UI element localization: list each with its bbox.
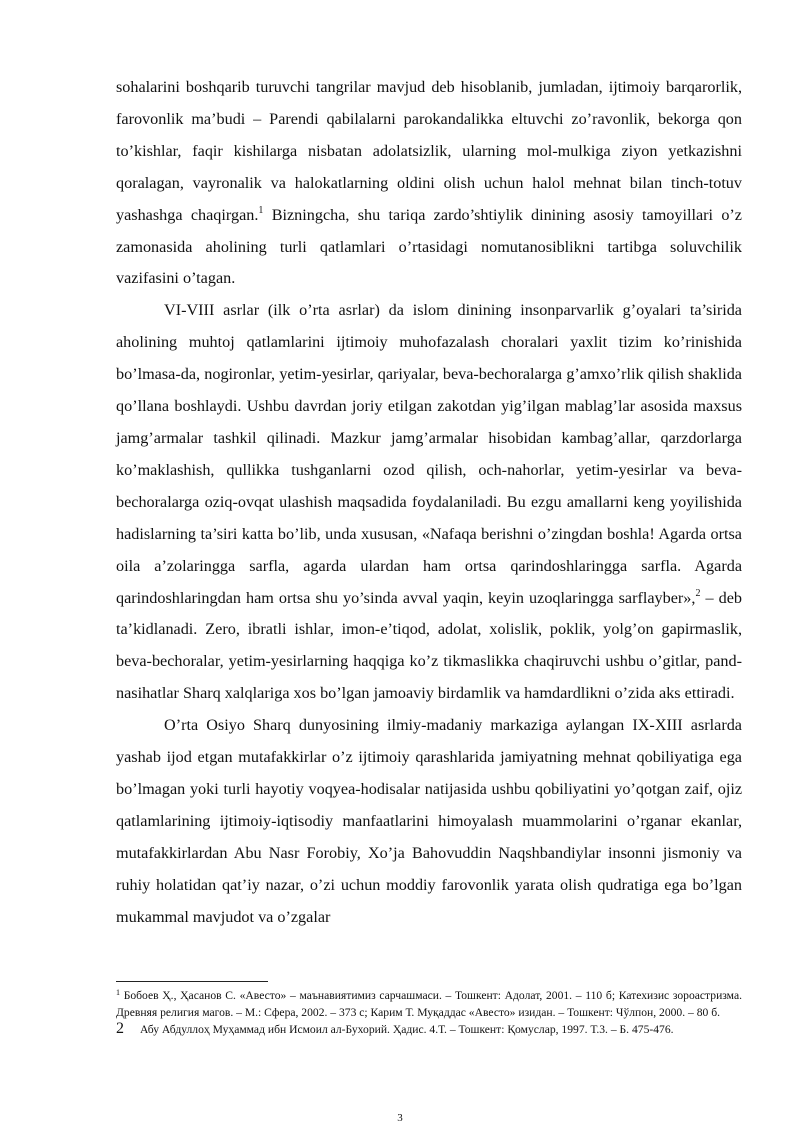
footnote-ref-1[interactable]: 1 [258, 204, 264, 216]
paragraph-1-text: sohalarini boshqarib turuvchi tangrilar mavjud deb hisoblanib, jumladan, ijtimoiy barqarorlik, farovonlik ma’budi – Parendi qabilalarni parokandalikka eltuvchi zo’ravonlik, bekorga qon to’kishlar, faqir kishilarga nisbatan adolatsizlik, ularning mol-mulkiga ziyon yetkazishni qoralagan, vayronalik va halokatlarning oldini olish uchun halol mehnat bilan tinch-totuv yashashga chaqirgan. [116, 78, 742, 224]
page-number: 3 [397, 1112, 403, 1124]
footnote-2-number: 2 [116, 1020, 124, 1038]
footnote-1 [116, 988, 742, 1021]
footnote-1-text: Бобоев Ҳ., Ҳасанов С. «Авесто» – маънавиятимиз сарчашмаси. – Тошкент: Адолат, 2001. – 110 б; Катехизис зороастризма. Древняя религия магов. – М.: Сфера, 2002. – 373 с; Карим Т. Муқаддас «Авесто» изидан. – Тошкент: Чўлпон, 2000. – 80 б. [116, 989, 742, 1019]
paragraph-2-tail: – deb ta’kidlanadi. Zero, ibratli ishlar, imon-e’tiqod, adolat, xolislik, poklik, yolg’on gapirmaslik, beva-bechoralar, yetim-yesirlarning haqqiga ko’z tikmaslikka chaqiruvchi ushbu o’gitlar, pand-nasihatlar Sharq xalqlariga xos bo’lgan jamoaviy birdamlik va hamdardlikni o’zida aks ettiradi. [116, 588, 743, 703]
footnote-2-text: Абу Абдуллоҳ Муҳаммад ибн Исмоил ал-Бухорий. Ҳадис. 4.Т. – Тошкент: Қомуслар, 1997. Т.3. – Б. 475-476. [140, 1023, 674, 1037]
paragraph-1-tail: Bizningcha, shu tariqa zardo’shtiylik dinining asosiy tamoyillari o’z zamonasida aholining turli qatlamlari o’rtasidagi nomutanosiblikni tartibga soluvchilik vazifasini o’tagan. [116, 205, 742, 288]
footnote-1-number: 1 [116, 988, 120, 997]
paragraph-2-text: VI-VIII asrlar (ilk o’rta asrlar) da islom dinining insonparvarlik g’oyalari ta’sirida aholining muhtoj qatlamlarini ijtimoiy muhofazalash choralari yaxlit tizim ko’rinishida bo’lmasa-da, nogironlar, yetim-yesirlar, qariyalar, beva-bechoralarga g’amxo’rlik qilish shaklida qo’llana boshlaydi. Ushbu davrdan joriy etilgan zakotdan yig’ilgan mablag’lar asosida maxsus jamg’armalar tashkil qilinadi. Mazkur jamg’armalar hisobidan kambag’allar, qarzdorlarga ko’maklashish, qullikka tushganlarni ozod qilish, och-nahorlar, yetim-yesirlar va beva-bechoralarga oziq-ovqat ulashish maqsadida foydalaniladi. Bu ezgu amallarni keng yoyilishida hadislarning ta’siri katta bo’lib, unda xususan, «Nafaqa berishni o’zingdan boshla! Agarda ortsa oila a’zolaringga sarfla, agarda ulardan ham ortsa qarindoshlaringga sarfla. Agarda qarindoshlaringdan ham ortsa shu yo’sinda avval yaqin, keyin uzoqlaringga sarflaybеr», [116, 301, 742, 607]
paragraph-3-text: O’rta Osiyo Sharq dunyosining ilmiy-madaniy markaziga aylangan IX-XIII asrlarda yashab ijod etgan mutafakkirlar o’z ijtimoiy qarashlarida jamiyatning mehnat qobiliyatiga ega bo’lmagan yoki turli hayotiy voqyea-hodisalar natijasida ushbu qobiliyatini yo’qotgan zaif, ojiz qatlamlarining ijtimoiy-iqtisodiy manfaatlarini himoyalash muammolarini o’rganar ekanlar, mutafakkirlardan Abu Nasr Forobiy, Xo’ja Bahovuddin Naqshbandiylar insonni jismoniy va ruhiy holatidan qat’iy nazar, o’zi uchun moddiy farovonlik yarata olish qudratiga ega bo’lgan mukammal mavjudot va o’zgalar [116, 716, 742, 926]
footnotes [116, 988, 742, 1039]
footnote-2 [116, 1021, 742, 1039]
paragraph-2 [116, 295, 742, 710]
body-text [116, 72, 742, 933]
paragraph-1 [116, 72, 742, 295]
footnote-ref-2[interactable]: 2 [695, 587, 701, 599]
paragraph-3 [116, 710, 742, 933]
footnote-separator [116, 981, 268, 982]
